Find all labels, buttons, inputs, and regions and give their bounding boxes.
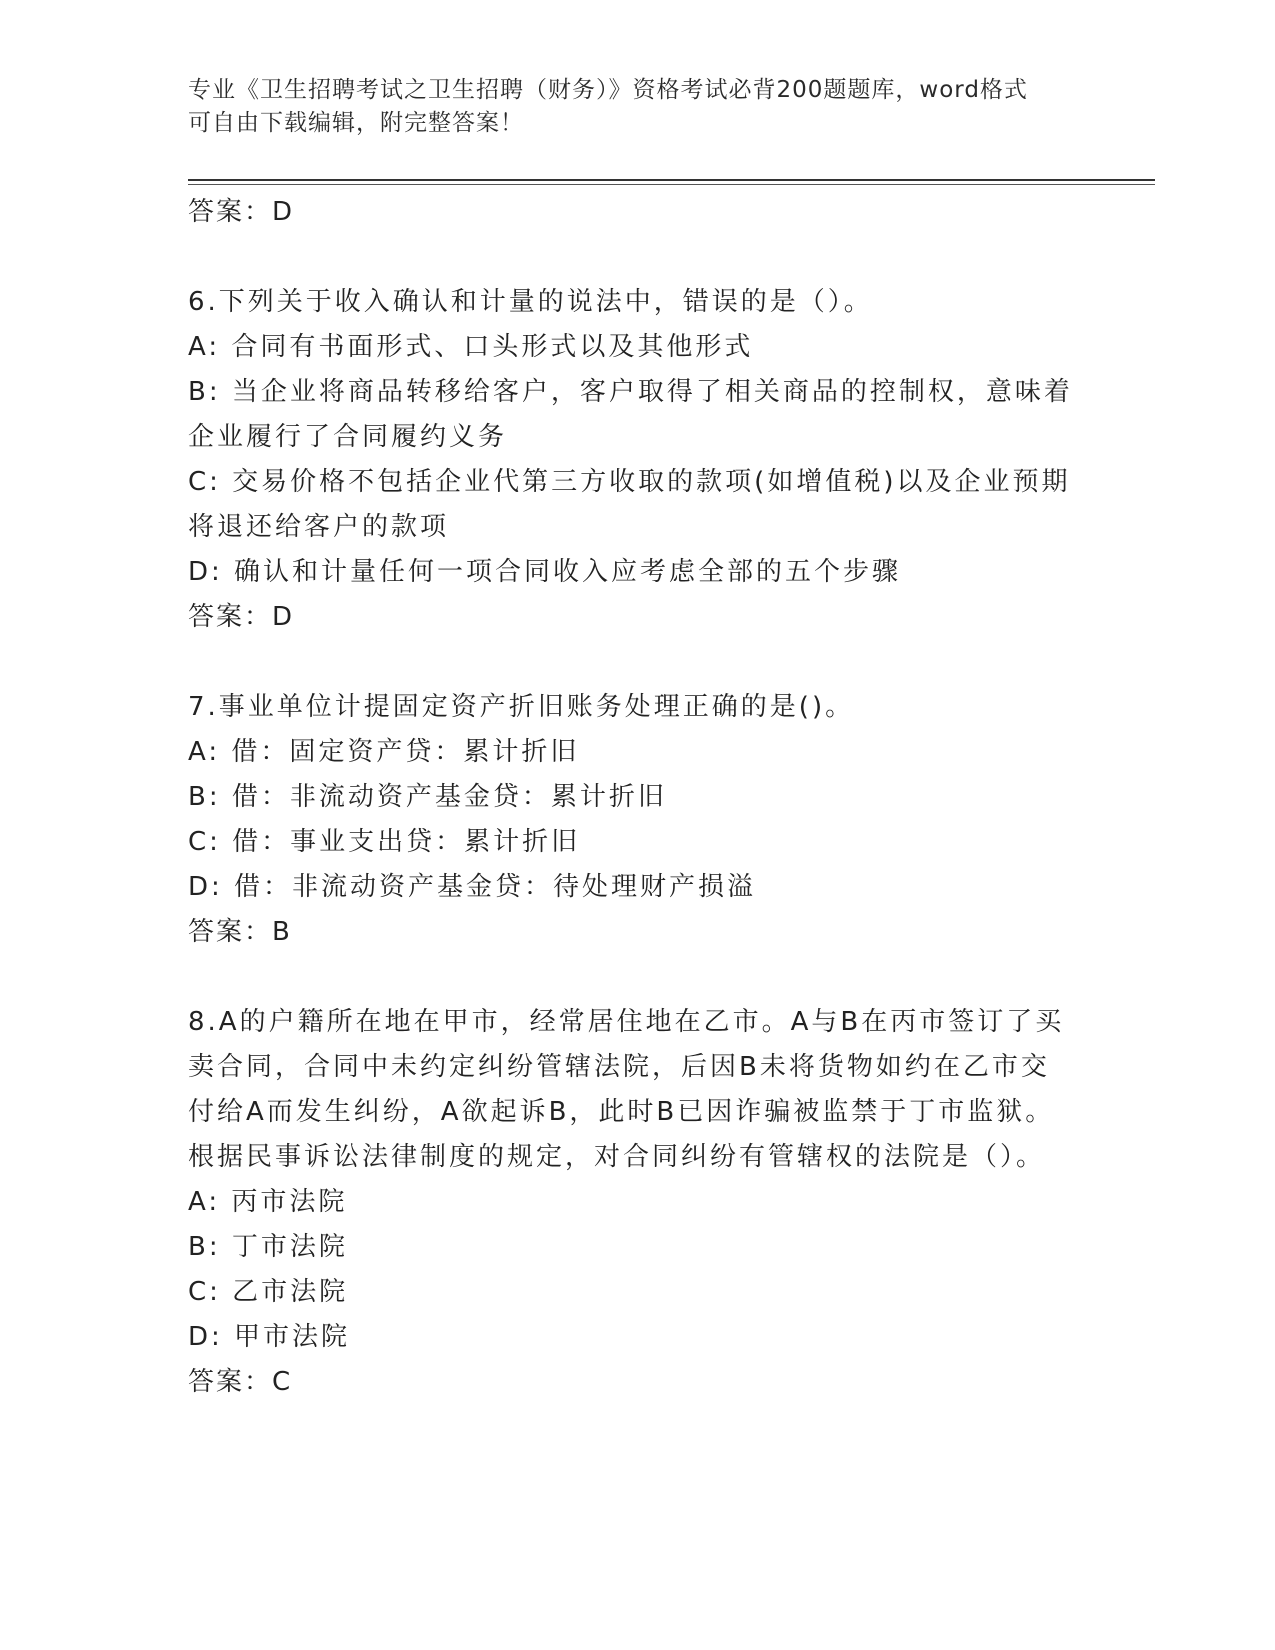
header-line: 专业《卫生招聘考试之卫生招聘（财务）》资格考试必背200题题库，word格式 <box>188 77 1028 103</box>
question-item <box>188 1000 1088 1405</box>
option-d: D: 借：非流动资产基金贷：待处理财产损溢 <box>188 872 757 902</box>
option-c: C: 乙市法院 <box>188 1277 349 1307</box>
option-d: D: 甲市法院 <box>188 1322 351 1352</box>
document-body <box>188 190 1088 1405</box>
option-c-continued: 将退还给客户的款项 <box>188 512 450 542</box>
question-stem: 6.下列关于收入确认和计量的说法中，错误的是（）。 <box>188 287 873 317</box>
question-stem-continued: 卖合同，合同中未约定纠纷管辖法院，后因B未将货物如约在乙市交 <box>188 1052 1050 1082</box>
option-c: C: 借：事业支出贷：累计折旧 <box>188 827 581 857</box>
answer-line: 答案：C <box>188 1367 293 1397</box>
option-b-continued: 企业履行了合同履约义务 <box>188 422 508 452</box>
option-b: B: 丁市法院 <box>188 1232 348 1262</box>
option-b: B: 借：非流动资产基金贷：累计折旧 <box>188 782 667 812</box>
question-item <box>188 280 1088 640</box>
option-a: A: 借：固定资产贷：累计折旧 <box>188 737 580 767</box>
option-b: B: 当企业将商品转移给客户，客户取得了相关商品的控制权，意味着 <box>188 377 1073 407</box>
answer-line: 答案：D <box>188 197 295 227</box>
question-stem-continued: 付给A而发生纠纷，A欲起诉B，此时B已因诈骗被监禁于丁市监狱。 <box>188 1097 1055 1127</box>
document-header <box>188 74 1068 140</box>
header-divider-thick <box>188 179 1155 181</box>
question-item <box>188 685 1088 955</box>
header-line: 可自由下载编辑，附完整答案！ <box>188 110 524 136</box>
option-a: A: 合同有书面形式、口头形式以及其他形式 <box>188 332 754 362</box>
question-stem-continued: 根据民事诉讼法律制度的规定，对合同纠纷有管辖权的法院是（）。 <box>188 1142 1046 1172</box>
option-a: A: 丙市法院 <box>188 1187 348 1217</box>
answer-line: 答案：B <box>188 917 292 947</box>
question-stem: 8.A的户籍所在地在甲市，经常居住地在乙市。A与B在丙市签订了买 <box>188 1007 1065 1037</box>
option-c: C: 交易价格不包括企业代第三方收取的款项(如增值税)以及企业预期 <box>188 467 1071 497</box>
answer-line: 答案：D <box>188 602 295 632</box>
option-d: D: 确认和计量任何一项合同收入应考虑全部的五个步骤 <box>188 557 902 587</box>
header-divider-thin <box>188 184 1155 185</box>
question-stem: 7.事业单位计提固定资产折旧账务处理正确的是()。 <box>188 692 855 722</box>
